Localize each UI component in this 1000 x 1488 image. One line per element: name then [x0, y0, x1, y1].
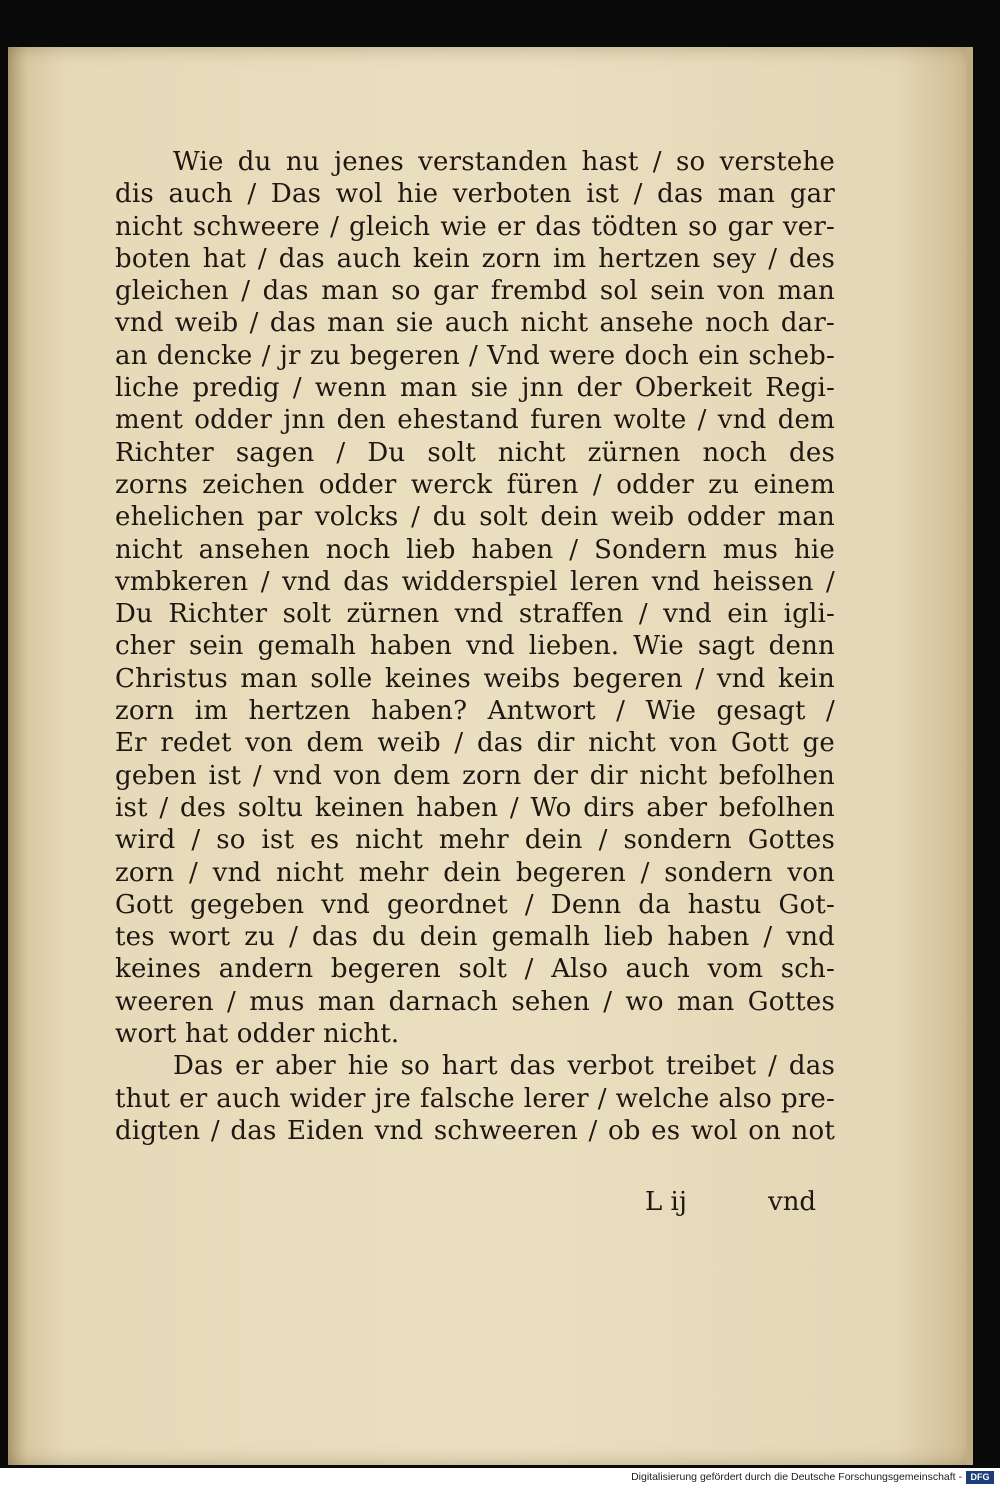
text-line: Christus man solle keines weibs begeren / vnd kein [115, 663, 835, 694]
footer-bar [0, 1468, 1000, 1488]
text-line: ment odder jnn den ehestand furen wolte / vnd dem [115, 405, 835, 436]
text-line: Das er aber hie so hart das verbot treibet / das [173, 1051, 835, 1082]
text-line: digten / das Eiden vnd schweeren / ob es wol on not [115, 1115, 835, 1146]
funding-notice: Digitalisierung gefördert durch die Deutsche Forschungsgemeinschaft - [631, 1471, 962, 1483]
text-line: wird / so ist es nicht mehr dein / sondern Gottes [115, 825, 835, 856]
text-line: Richter sagen / Du solt nicht zürnen noch des [115, 437, 835, 468]
text-line: zorn im hertzen haben? Antwort / Wie gesagt / [115, 696, 835, 727]
text-line: gleichen / das man so gar frembd sol sein von man [115, 276, 835, 307]
text-line: Du Richter solt zürnen vnd straffen / vnd ein igli- [115, 599, 835, 630]
text-line: ehelichen par volcks / du solt dein weib odder man [115, 502, 835, 533]
text-line: Er redet von dem weib / das dir nicht von Gott ge [115, 728, 835, 759]
text-line: wort hat odder nicht. [115, 1019, 400, 1050]
text-line: cher sein gemalh haben vnd lieben. Wie sagt denn [115, 631, 835, 662]
text-line: an dencke / jr zu begeren / Vnd were doch ein scheb- [115, 340, 835, 371]
signature-mark: L ij [645, 1187, 687, 1217]
text-line: boten hat / das auch kein zorn im hertzen sey / des [115, 243, 835, 274]
page-edge [967, 47, 973, 1465]
text-line: vnd weib / das man sie auch nicht ansehe noch dar- [115, 308, 835, 339]
text-line: nicht schweere / gleich wie er das tödten so gar ver- [115, 211, 835, 242]
text-line: dis auch / Das wol hie verboten ist / das man gar [115, 179, 835, 210]
text-line: geben ist / vnd von dem zorn der dir nicht befolhen [115, 760, 835, 791]
text-line: liche predig / wenn man sie jnn der Oberkeit Regi- [115, 373, 835, 404]
text-line: Wie du nu jenes verstanden hast / so verstehe [173, 147, 835, 177]
text-line: vmbkeren / vnd das widderspiel leren vnd heissen / [115, 566, 835, 597]
text-line: thut er auch wider jre falsche lerer / welche also pre- [115, 1083, 835, 1114]
text-line: tes wort zu / das du dein gemalh lieb haben / vnd [115, 922, 835, 953]
dfg-logo: DFG [966, 1471, 994, 1484]
text-line: Gott gegeben vnd geordnet / Denn da hastu Got- [115, 889, 835, 920]
text-line: nicht ansehen noch lieb haben / Sondern mus hie [115, 534, 835, 565]
text-line: ist / des soltu keinen haben / Wo dirs aber befolhen [115, 792, 835, 823]
text-line: zorns zeichen odder werck füren / odder zu einem [115, 469, 835, 500]
page-text [115, 146, 835, 1147]
text-line: zorn / vnd nicht mehr dein begeren / sondern von [115, 857, 835, 888]
text-line: weeren / mus man darnach sehen / wo man Gottes [115, 986, 835, 1017]
catchword: vnd [768, 1187, 817, 1217]
text-line: keines andern begeren solt / Also auch vom sch- [115, 954, 835, 985]
